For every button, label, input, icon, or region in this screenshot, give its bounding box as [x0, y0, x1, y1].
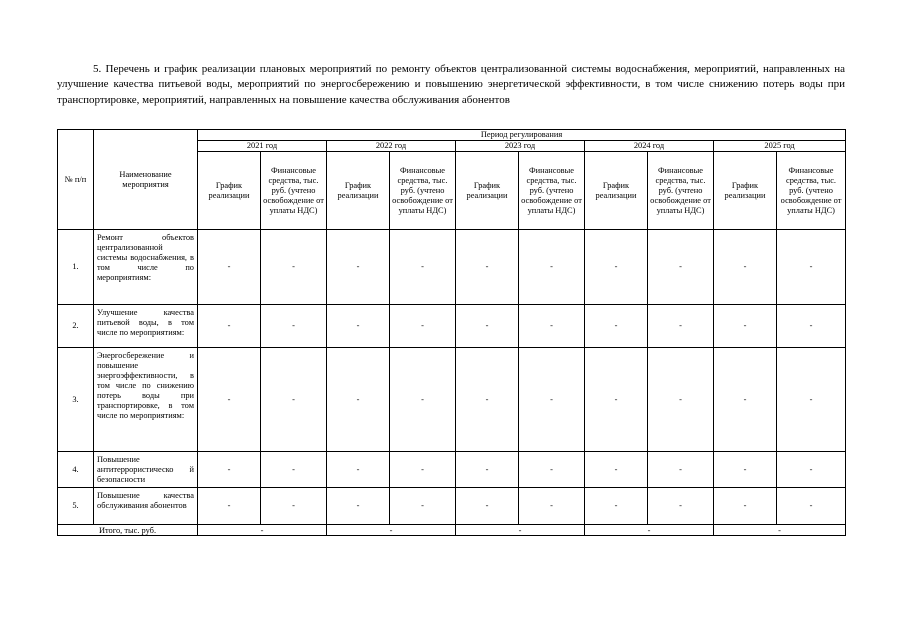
header-schedule: График реализации	[327, 152, 390, 230]
row-cell: -	[519, 230, 585, 305]
row-cell: -	[585, 452, 648, 488]
row-cell: -	[519, 305, 585, 348]
table-row	[58, 348, 846, 452]
row-number: 1.	[58, 230, 94, 305]
row-cell: -	[519, 488, 585, 525]
row-cell: -	[390, 348, 456, 452]
row-name: Повышение антитеррористическо й безопасности	[94, 452, 198, 488]
row-cell: -	[714, 452, 777, 488]
row-cell: -	[198, 488, 261, 525]
header-schedule: График реализации	[714, 152, 777, 230]
header-period: Период регулирования	[198, 130, 846, 141]
header-year: 2025 год	[714, 141, 846, 152]
row-number: 5.	[58, 488, 94, 525]
row-cell: -	[714, 348, 777, 452]
row-cell: -	[777, 348, 846, 452]
total-cell: -	[456, 525, 585, 536]
row-cell: -	[585, 305, 648, 348]
row-cell: -	[648, 452, 714, 488]
row-cell: -	[648, 305, 714, 348]
row-cell: -	[519, 348, 585, 452]
row-cell: -	[327, 305, 390, 348]
row-cell: -	[198, 348, 261, 452]
header-schedule: График реализации	[585, 152, 648, 230]
table-row	[58, 452, 846, 488]
total-label: Итого, тыс. руб.	[58, 525, 198, 536]
row-cell: -	[261, 488, 327, 525]
row-cell: -	[390, 305, 456, 348]
header-year: 2024 год	[585, 141, 714, 152]
header-finance: Финансовые средства, тыс. руб. (учтено освобождение от уплаты НДС)	[777, 152, 846, 230]
row-cell: -	[261, 348, 327, 452]
header-schedule: График реализации	[198, 152, 261, 230]
total-cell: -	[198, 525, 327, 536]
header-finance: Финансовые средства, тыс. руб. (учтено освобождение от уплаты НДС)	[648, 152, 714, 230]
header-finance: Финансовые средства, тыс. руб. (учтено освобождение от уплаты НДС)	[519, 152, 585, 230]
row-cell: -	[714, 488, 777, 525]
table-row	[58, 305, 846, 348]
total-cell: -	[327, 525, 456, 536]
header-finance: Финансовые средства, тыс. руб. (учтено освобождение от уплаты НДС)	[261, 152, 327, 230]
header-year: 2022 год	[327, 141, 456, 152]
row-number: 4.	[58, 452, 94, 488]
row-cell: -	[327, 348, 390, 452]
row-number: 2.	[58, 305, 94, 348]
header-year: 2023 год	[456, 141, 585, 152]
header-name: Наименование мероприятия	[94, 130, 198, 230]
row-name: Ремонт объектов централизованной системы водоснабжения, в том числе по мероприятиям:	[94, 230, 198, 305]
table-row	[58, 230, 846, 305]
row-cell: -	[585, 348, 648, 452]
row-cell: -	[585, 488, 648, 525]
table-row	[58, 488, 846, 525]
header-finance: Финансовые средства, тыс. руб. (учтено освобождение от уплаты НДС)	[390, 152, 456, 230]
total-row	[58, 525, 846, 536]
row-number: 3.	[58, 348, 94, 452]
row-cell: -	[648, 348, 714, 452]
document-heading: 5. Перечень и график реализации плановых мероприятий по ремонту объектов централизованной системы водоснабжения, мероприятий, направленных на улучшение качества питьевой воды, мероприятий по энергосбережению и повышению энергетической эффективности, в том числе снижению потерь воды при транспортировке, мероприятий, направленных на повышение качества обслуживания абонентов	[57, 63, 845, 106]
row-cell: -	[456, 488, 519, 525]
row-cell: -	[519, 452, 585, 488]
row-name: Энергосбережение и повышение энергоэффективности, в том числе по снижению потерь воды при транспортировке, в том числе по мероприятиям:	[94, 348, 198, 452]
row-cell: -	[456, 230, 519, 305]
header-schedule: График реализации	[456, 152, 519, 230]
row-cell: -	[456, 452, 519, 488]
header-num: № п/п	[58, 130, 94, 230]
row-name: Повышение качества обслуживания абонентов	[94, 488, 198, 525]
row-cell: -	[714, 230, 777, 305]
plan-table	[57, 129, 846, 536]
row-cell: -	[261, 452, 327, 488]
row-cell: -	[261, 230, 327, 305]
row-cell: -	[456, 348, 519, 452]
row-cell: -	[648, 488, 714, 525]
header-year: 2021 год	[198, 141, 327, 152]
total-cell: -	[714, 525, 846, 536]
row-cell: -	[198, 452, 261, 488]
total-cell: -	[585, 525, 714, 536]
row-cell: -	[777, 488, 846, 525]
row-cell: -	[585, 230, 648, 305]
row-cell: -	[198, 305, 261, 348]
row-cell: -	[777, 452, 846, 488]
row-cell: -	[327, 230, 390, 305]
row-cell: -	[714, 305, 777, 348]
row-name: Улучшение качества питьевой воды, в том числе по мероприятиям:	[94, 305, 198, 348]
row-cell: -	[390, 230, 456, 305]
row-cell: -	[390, 488, 456, 525]
row-cell: -	[390, 452, 456, 488]
row-cell: -	[648, 230, 714, 305]
row-cell: -	[456, 305, 519, 348]
row-cell: -	[261, 305, 327, 348]
row-cell: -	[198, 230, 261, 305]
row-cell: -	[777, 230, 846, 305]
row-cell: -	[777, 305, 846, 348]
row-cell: -	[327, 488, 390, 525]
row-cell: -	[327, 452, 390, 488]
